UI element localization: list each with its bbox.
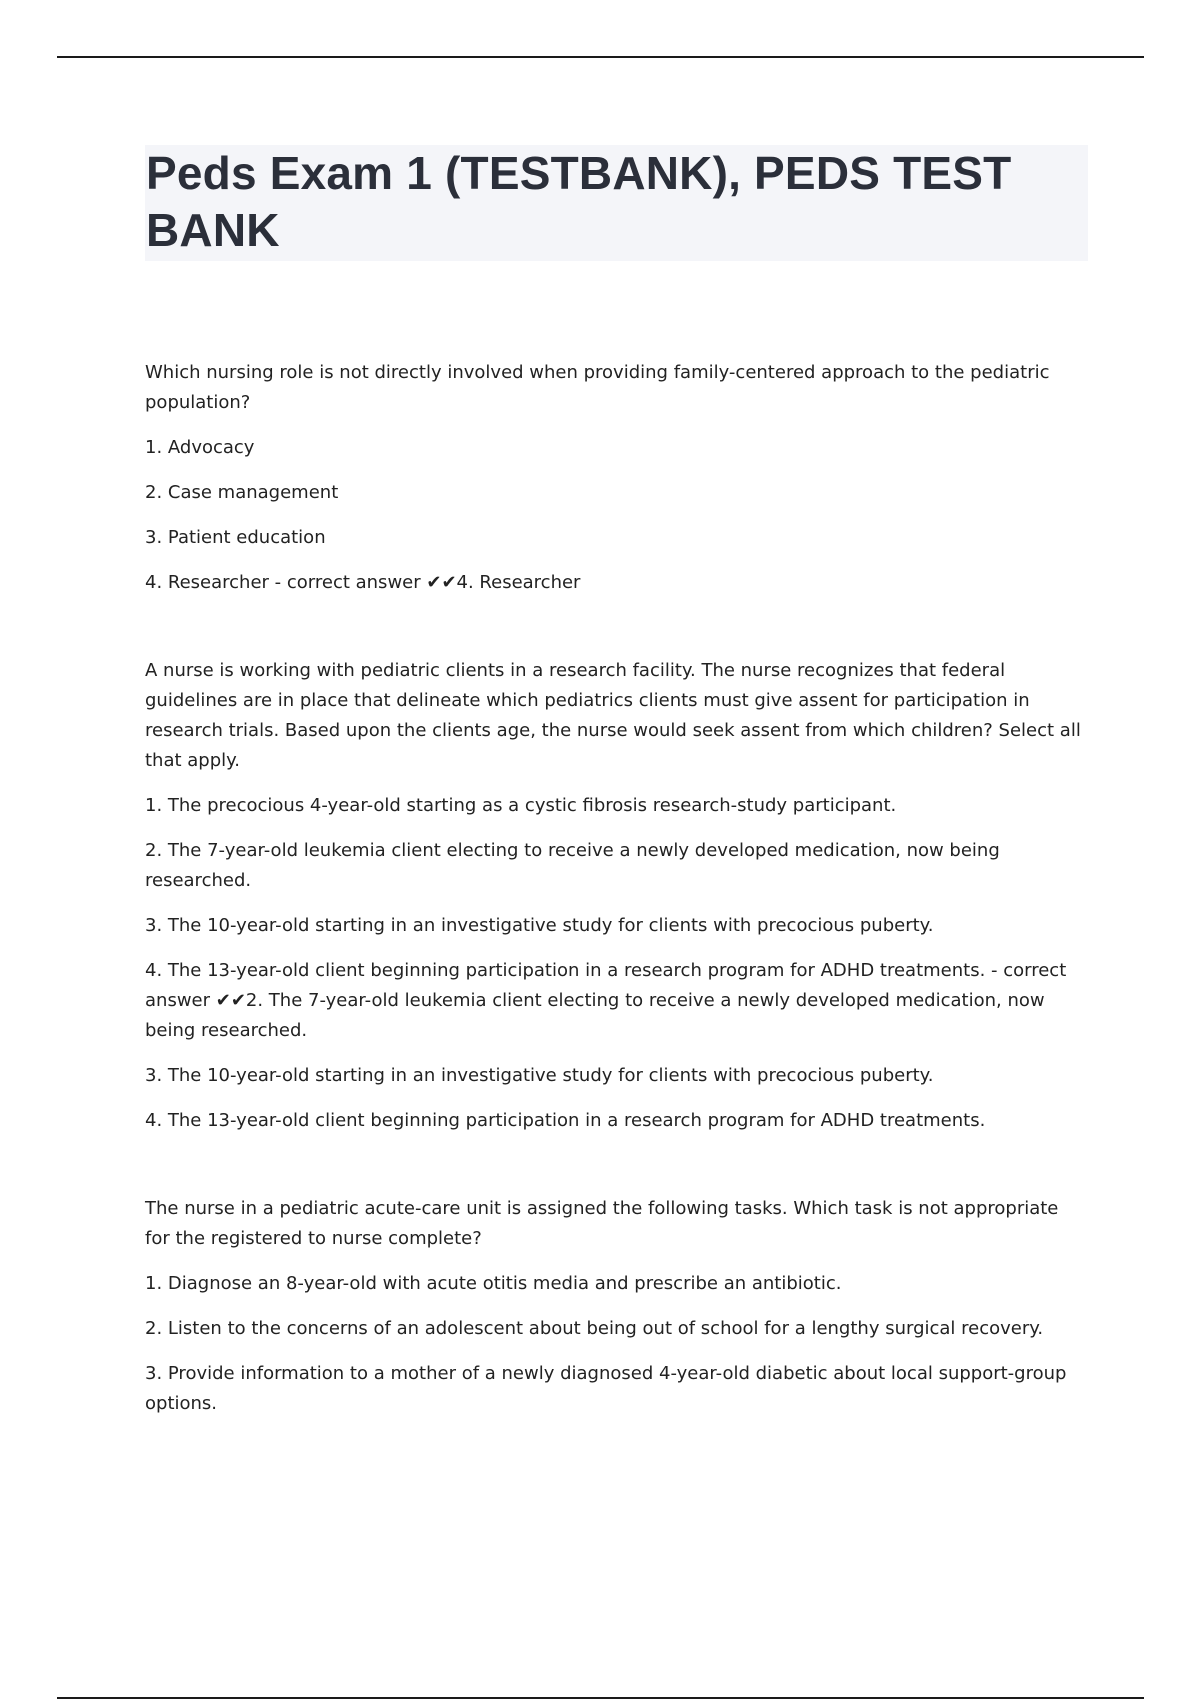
answer-option: 3. Patient education — [145, 527, 326, 548]
answer-option: 4. The 13-year-old client beginning participation in a research program for ADHD treatments. - correct answer ✔✔2. The 7-year-old leukemia client electing to receive a newly developed medication, now being researched. — [145, 960, 1067, 1041]
answer-option: 1. Diagnose an 8-year-old with acute otitis media and prescribe an antibiotic. — [145, 1273, 842, 1294]
answer-option: 3. The 10-year-old starting in an investigative study for clients with precocious puberty. — [145, 915, 934, 936]
answer-option: 4. Researcher - correct answer ✔✔4. Researcher — [145, 572, 581, 593]
answer-option: 2. Listen to the concerns of an adolescent about being out of school for a lengthy surgical recovery. — [145, 1318, 1044, 1339]
answer-option: 3. Provide information to a mother of a newly diagnosed 4-year-old diabetic about local support-group options. — [145, 1363, 1067, 1414]
question-block-3 — [145, 1194, 1085, 1419]
answer-option: 2. Case management — [145, 482, 339, 503]
answer-option: 1. Advocacy — [145, 437, 255, 458]
top-divider — [57, 56, 1144, 58]
document-title: Peds Exam 1 (TESTBANK), PEDS TEST BANK — [146, 147, 1012, 256]
question-block-1 — [145, 358, 1085, 598]
question-text: A nurse is working with pediatric clients in a research facility. The nurse recognizes that federal guidelines are in place that delineate which pediatrics clients must give assent for participation in research trials. Based upon the clients age, the nurse would seek assent from which children? Select all that apply. — [145, 660, 1081, 771]
bottom-divider — [57, 1697, 1144, 1699]
document-body — [145, 358, 1085, 1434]
answer-option: 3. The 10-year-old starting in an investigative study for clients with precocious puberty. — [145, 1065, 934, 1086]
answer-option: 4. The 13-year-old client beginning participation in a research program for ADHD treatments. — [145, 1110, 986, 1131]
question-text: The nurse in a pediatric acute-care unit is assigned the following tasks. Which task is not appropriate for the registered to nurse complete? — [145, 1198, 1059, 1249]
answer-option: 2. The 7-year-old leukemia client electing to receive a newly developed medication, now being researched. — [145, 840, 1000, 891]
title-banner — [145, 145, 1088, 261]
answer-option: 1. The precocious 4-year-old starting as a cystic fibrosis research-study participant. — [145, 795, 897, 816]
question-block-2 — [145, 656, 1085, 1136]
question-text: Which nursing role is not directly involved when providing family-centered approach to the pediatric population? — [145, 362, 1050, 413]
